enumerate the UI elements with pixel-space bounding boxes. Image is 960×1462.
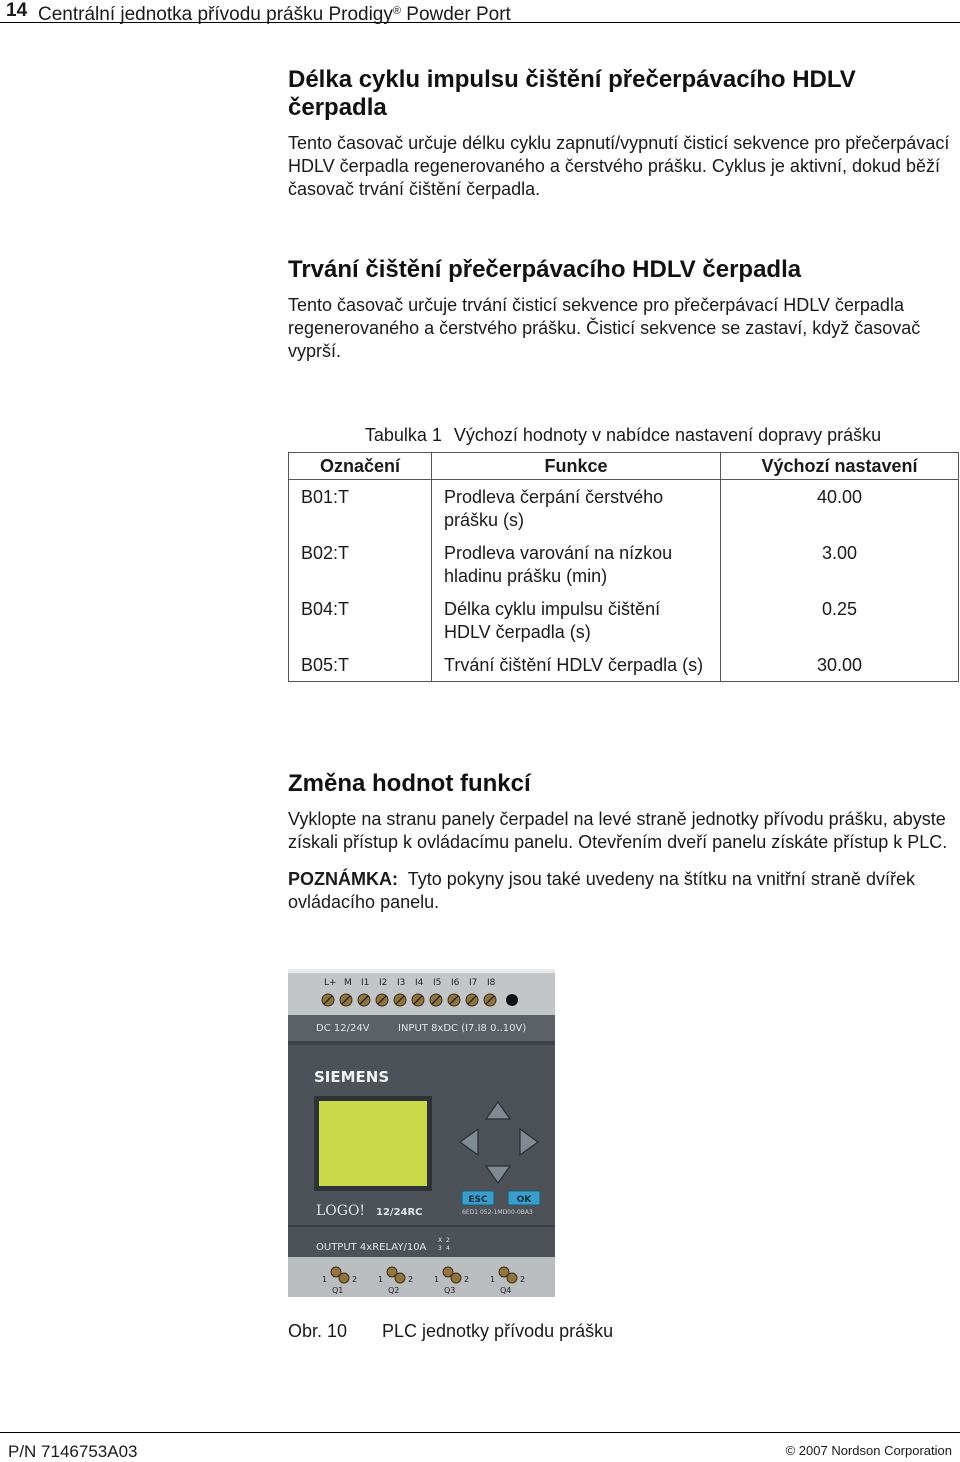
section-change — [288, 770, 958, 914]
column-header-default: Výchozí nastavení — [721, 453, 959, 480]
figure-label: Obr. 10 — [288, 1321, 348, 1341]
section-duration — [288, 256, 958, 363]
output-label: OUTPUT 4xRELAY/10A — [316, 1242, 427, 1253]
section-duration-heading: Trvání čištění přečerpávacího HDLV čerpadla — [288, 256, 802, 283]
order-number: 6ED1 052-1MD00-0BA3 — [462, 1209, 533, 1216]
table-row — [289, 536, 959, 592]
cell-code: B05:T — [289, 648, 432, 682]
terminal-label: I4 — [415, 978, 424, 988]
siemens-logo: SIEMENS — [314, 1068, 390, 1086]
output-label-q: Q2 — [388, 1286, 400, 1295]
page-footer — [0, 1432, 960, 1462]
cell-code: B02:T — [289, 536, 432, 592]
header-title-main: Centrální jednotka přívodu prášku Prodigy — [38, 4, 393, 25]
figure-caption — [288, 1320, 614, 1343]
cell-function: Trvání čištění HDLV čerpadla (s) — [432, 648, 721, 682]
table-header-row — [289, 453, 959, 480]
terminal-number: 2 — [520, 1275, 526, 1284]
figure-caption-text: PLC jednotky přívodu prášku — [382, 1321, 614, 1341]
cell-code: B01:T — [289, 480, 432, 537]
terminal-label: M — [344, 978, 352, 988]
cell-default: 0.25 — [721, 592, 959, 648]
table-caption-text: Výchozí hodnoty v nabídce nastavení dopravy prášku — [453, 425, 882, 445]
plc-photo — [288, 969, 555, 1297]
cell-default: 40.00 — [721, 480, 959, 537]
section-cycle-body: Tento časovač určuje délku cyklu zapnutí/vypnutí čisticí sekvence pro přečerpávací HDLV čerpadla regenerovaného a čerstvého prášku. Cyklus je aktivní, dokud běží časovač trvání čištění čerpadla. — [288, 133, 950, 199]
part-number: P/N 7146753A03 — [8, 1442, 138, 1461]
terminal-label: I3 — [397, 978, 406, 988]
output-label-q: Q4 — [500, 1286, 512, 1295]
terminal-label: I8 — [487, 978, 496, 988]
terminal-label: I6 — [451, 978, 460, 988]
section-change-body: Vyklopte na stranu panely čerpadel na levé straně jednotky přívodu prášku, abyste získali přístup k ovládacímu panelu. Otevřením dveří panelu získáte přístup k PLC. — [288, 809, 948, 852]
terminal-number: 2 — [408, 1275, 414, 1284]
note — [288, 868, 958, 914]
model-label: 12/24RC — [376, 1207, 423, 1218]
terminal-number: 2 — [352, 1275, 358, 1284]
terminal-number: 1 — [322, 1275, 328, 1284]
input-label: INPUT 8xDC (I7.I8 0..10V) — [398, 1023, 527, 1034]
column-header-code: Označení — [289, 453, 432, 480]
esc-key-label: ESC — [468, 1195, 488, 1205]
page-header — [0, 0, 960, 23]
relay-map-value: 2 — [446, 1237, 450, 1244]
terminal-label: I5 — [433, 978, 442, 988]
terminal-number: 1 — [490, 1275, 496, 1284]
lcd-display — [319, 1101, 427, 1186]
output-label-q: Q3 — [444, 1286, 456, 1295]
registered-mark: ® — [392, 5, 401, 17]
relay-map-value: X — [438, 1237, 443, 1244]
supply-label: DC 12/24V — [316, 1023, 370, 1034]
table-row — [289, 592, 959, 648]
output-label-q: Q1 — [332, 1286, 344, 1295]
relay-map-value: 4 — [446, 1245, 450, 1252]
cell-code: B04:T — [289, 592, 432, 648]
note-label: POZNÁMKA: — [288, 869, 398, 889]
terminal-number: 2 — [464, 1275, 470, 1284]
cell-function: Délka cyklu impulsu čištění HDLV čerpadla (s) — [432, 592, 721, 648]
terminal-label: I2 — [379, 978, 388, 988]
header-title — [38, 0, 511, 26]
page-number: 14 — [6, 0, 28, 21]
plc-top-strip — [288, 969, 555, 1015]
copyright: © 2007 Nordson Corporation — [785, 1443, 952, 1458]
section-cycle-heading: Délka cyklu impulsu čištění přečerpávacího HDLV čerpadla — [288, 66, 856, 121]
table-caption — [288, 423, 958, 447]
ok-key-label: OK — [516, 1195, 532, 1205]
column-header-function: Funkce — [432, 453, 721, 480]
terminal-number: 1 — [378, 1275, 384, 1284]
table-row — [289, 648, 959, 682]
cell-function: Prodleva čerpání čerstvého prášku (s) — [432, 480, 721, 537]
cell-default: 30.00 — [721, 648, 959, 682]
relay-map-value: 3 — [438, 1245, 442, 1252]
terminal-number: 1 — [434, 1275, 440, 1284]
terminal-label: I1 — [361, 978, 370, 988]
logo-mark: LOGO! — [316, 1203, 366, 1219]
note-text: Tyto pokyny jsou také uvedeny na štítku na vnitřní straně dvířek ovládacího panelu. — [288, 869, 915, 912]
defaults-table — [288, 452, 959, 682]
section-cycle — [288, 66, 958, 201]
table-row — [289, 480, 959, 537]
header-title-suffix: Powder Port — [406, 4, 511, 25]
table-caption-label: Tabulka 1 — [364, 425, 442, 445]
terminal-label: L+ — [324, 978, 337, 988]
section-change-heading: Změna hodnot funkcí — [288, 770, 531, 797]
terminal-label: I7 — [469, 978, 478, 988]
cell-function: Prodleva varování na nízkou hladinu prášku (min) — [432, 536, 721, 592]
cell-default: 3.00 — [721, 536, 959, 592]
section-duration-body: Tento časovač určuje trvání čisticí sekvence pro přečerpávací HDLV čerpadla regenerovaného a čerstvého prášku. Čisticí sekvence se zastaví, když časovač vyprší. — [288, 295, 921, 361]
